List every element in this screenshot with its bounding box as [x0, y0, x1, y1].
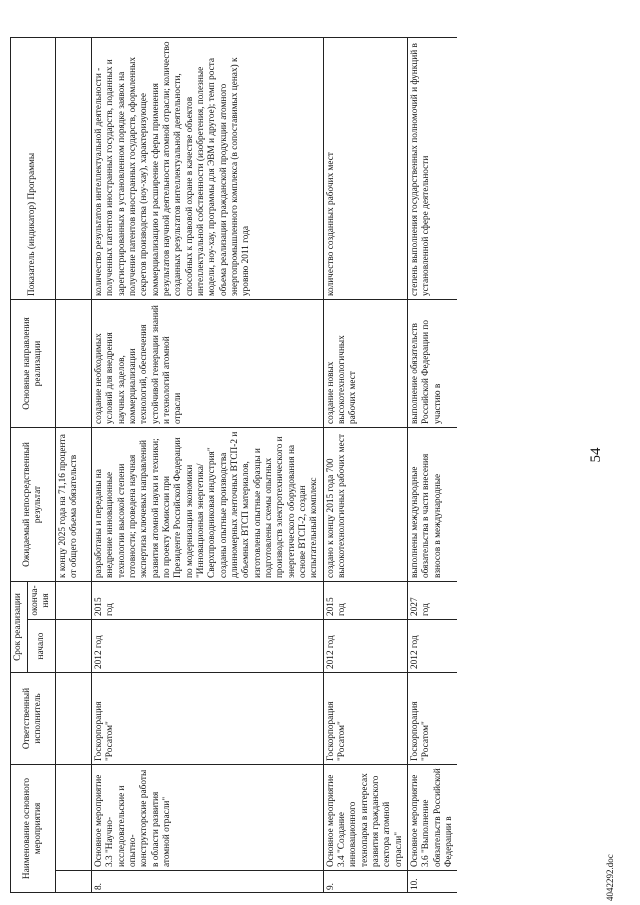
row-name: Основное мероприятие 3.3 "Научно-исследовательские и опытно- конструкторские работы в области развития атомной отрасли" [92, 765, 324, 871]
header-name: Наименование основного мероприятия [11, 765, 56, 893]
row-end: 2015 год [92, 582, 324, 620]
table-row [92, 38, 324, 893]
row-result: выполнены международные обязательства в части внесения взносов в международные [407, 428, 457, 582]
row-result: разработаны и переданы на внедрение инновационные технологии высокой степени готовности; проведена научная экспертиза ключевых направлений развития атомной науки и техники; по проекту Комиссии при Президенте Российской Федерации по модернизации экономики "Инновационная энергетика/Сверхпроводниковая индустрия" созданы опытные производства длинномерных ленточных ВТСП-2 и объемных ВТСП материалов, изготовлены опытные образцы и подготовлены схемы опытных производств электротехнического и энергетического оборудования на основе ВТСП-2, создан испытательный комплекс [92, 428, 324, 582]
header-end: оконча-ния [27, 582, 55, 620]
header-indicator: Показатель (индикатор) Программы [11, 38, 56, 300]
table-row [407, 38, 457, 893]
row-executor: Госкорпорация "Росатом" [407, 673, 457, 765]
page-number: 54 [588, 447, 604, 463]
header-start: начало [27, 620, 55, 673]
row-name: Основное мероприятие 3.4 "Создание инновационного технопарка в интересах развития гражданского сектора атомной отрасли" [323, 765, 407, 871]
row-result: создано к концу 2015 года 700 высокотехнологичных рабочих мест [323, 428, 407, 582]
row-number: 8. [92, 871, 324, 893]
program-measures-table [10, 37, 457, 893]
row-indicator: количество результатов интеллектуальной деятельности - полученных патентов иностранных государств, поданных и зарегистрированных в установленном порядке заявок на получение патентов иностранных государств, оформленных секретов производства (ноу-хау), характеризующее коммерциализацию и расширение сферы применения результатов научной деятельности атомной отрасли; количество созданных результатов интеллектуальной деятельности, способных к правовой охране в качестве объектов интеллектуальной собственности (изобретения, полезные модели, ноу-хау, программы для ЭВМ и другое); темп роста объема реализации гражданской продукции атомного энергопромышленного комплекса (в сопоставимых ценах) к уровню 2011 года [92, 38, 324, 300]
row-start: 2012 год [92, 620, 324, 673]
row-indicator: степень выполнения государственных полномочий и функций в установленной сфере деятельности [407, 38, 457, 300]
row-name: Основное мероприятие 3.6 "Выполнение обязательств Российской Федерации в [407, 765, 457, 871]
row-end: 2015 год [323, 582, 407, 620]
continuation-result: к концу 2025 года на 71,16 процента от общего объема обязательств [56, 428, 92, 582]
row-number: 9. [323, 871, 407, 893]
header-result: Ожидаемый непосредственный результат [11, 428, 56, 582]
row-start: 2012 год [323, 620, 407, 673]
header-directions: Основные направления реализации [11, 300, 56, 428]
continuation-row [56, 38, 92, 893]
row-number: 10. [407, 871, 457, 893]
row-end: 2027 год [407, 582, 457, 620]
row-start: 2012 год [407, 620, 457, 673]
row-directions: выполнение обязательств Российской Федерации по участию в [407, 300, 457, 428]
row-executor: Госкорпорация "Росатом" [92, 673, 324, 765]
table-row [323, 38, 407, 893]
table-header [11, 38, 56, 893]
row-executor: Госкорпорация "Росатом" [323, 673, 407, 765]
document-id: 4042292.doc [605, 854, 615, 901]
header-executor: Ответственный исполнитель [11, 673, 56, 765]
row-indicator: количество созданных рабочих мест [323, 38, 407, 300]
row-directions: создание новых высокотехнологичных рабочих мест [323, 300, 407, 428]
header-period: Срок реализации [11, 582, 28, 673]
row-directions: создание необходимых условий для внедрения научных заделов, коммерциализации технологий, обеспечения устойчивой генерации знаний и технологий атомной отрасли [92, 300, 324, 428]
